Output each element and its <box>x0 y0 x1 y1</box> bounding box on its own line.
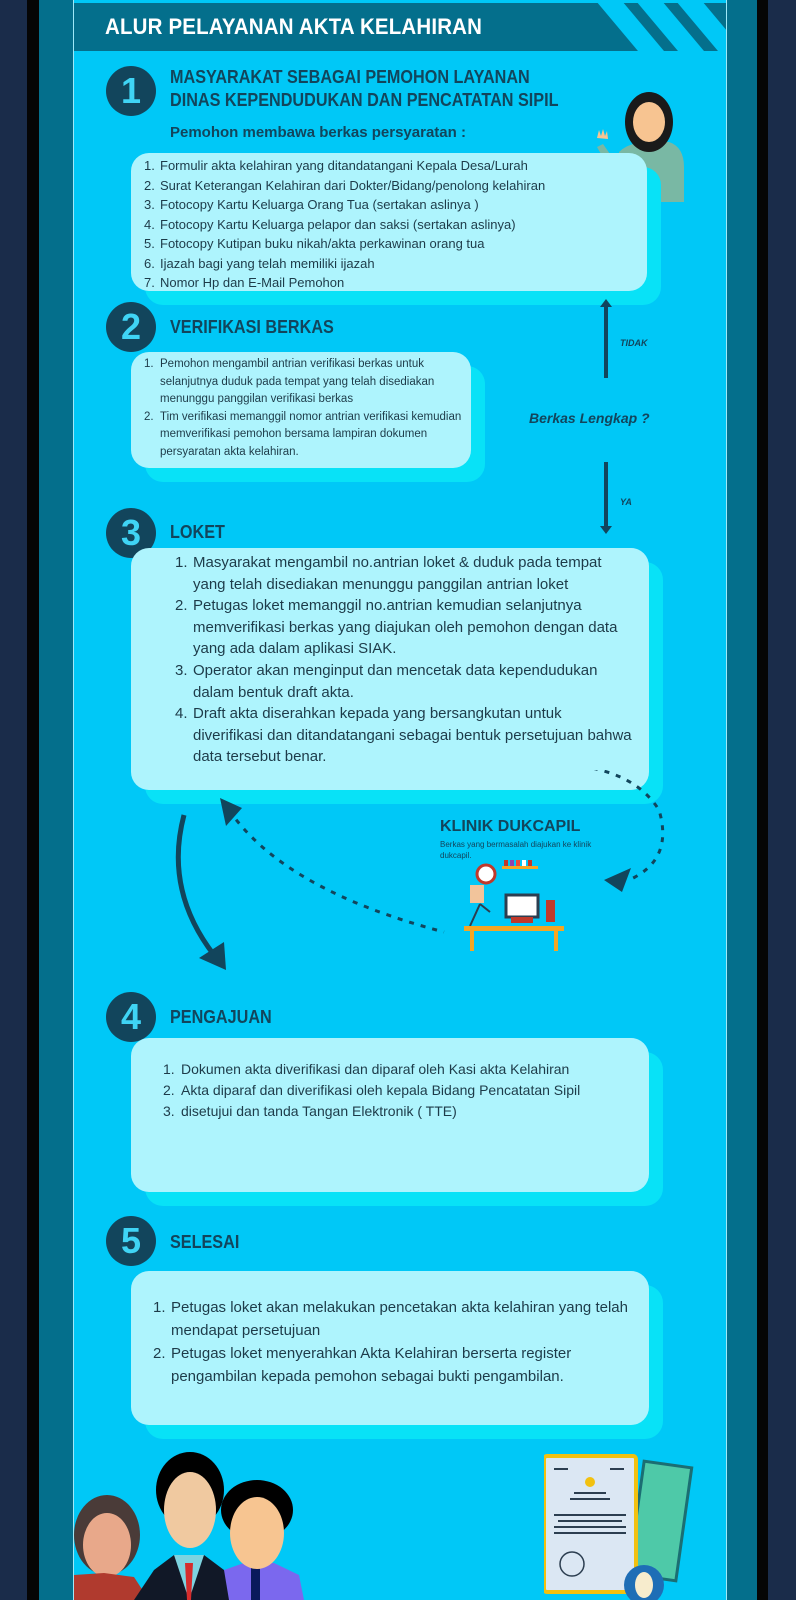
decision-question: Berkas Lengkap ? <box>529 410 650 426</box>
list-item: 2. Petugas loket memanggil no.antrian kemudian selanjutnya memverifikasi berkas yang diajukan oleh pemohon dengan data yang ada dalam aplikasi SIAK. <box>175 597 618 658</box>
list-item: 2. Surat Keterangan Kelahiran dari Dokter/Bidang/penolong kelahiran <box>144 177 546 193</box>
list-item: 3. Fotocopy Kartu Keluarga Orang Tua (sertakan aslinya ) <box>144 197 479 212</box>
step-1-title-line1: MASYARAKAT SEBAGAI PEMOHON LAYANAN <box>170 67 530 87</box>
step-4-card <box>131 1038 649 1192</box>
arrow-up-icon <box>600 299 612 307</box>
list-item: 1. Formulir akta kelahiran yang ditandatangani Kepala Desa/Lurah <box>144 158 528 173</box>
infographic-canvas <box>73 0 727 1600</box>
tidak-label: TIDAK <box>620 338 648 348</box>
ya-label: YA <box>620 497 632 507</box>
list-item: 3. disetujui dan tanda Tangan Elektronik ( TTE) <box>163 1103 457 1119</box>
dashed-return-arrow <box>229 810 444 932</box>
step-3-title: LOKET <box>170 522 225 542</box>
curved-arrow-to-step-4 <box>178 815 214 955</box>
page-title: ALUR PELAYANAN AKTA KELAHIRAN <box>105 14 483 39</box>
step-2-title: VERIFIKASI BERKAS <box>170 317 334 337</box>
step-3-card <box>131 548 649 790</box>
list-item: 2. Petugas loket menyerahkan Akta Kelahiran berserta register pengambilan kepada pemohon sebagai bukti pengambilan. <box>153 1345 572 1385</box>
klinik-title: KLINIK DUKCAPIL <box>440 818 581 835</box>
list-item: 4. Draft akta diserahkan kepada yang bersangkutan untuk diverifikasi dan ditandatangani sebagai bentuk persetujuan bahwa data tersebut benar. <box>175 705 632 766</box>
step-1-list <box>144 156 644 293</box>
list-item: 5. Fotocopy Kutipan buku nikah/akta perkawinan orang tua <box>144 236 485 251</box>
tidak-arrow <box>604 305 608 378</box>
step-1-card <box>131 153 647 291</box>
step-2-number: 2 <box>106 302 156 352</box>
step-3-list <box>175 552 635 768</box>
step-4-number: 4 <box>106 992 156 1042</box>
list-item: 6. Ijazah bagi yang telah memiliki ijazah <box>144 255 375 271</box>
birth-certificate-icon <box>544 1450 704 1600</box>
step-5-title: SELESAI <box>170 1232 240 1252</box>
list-item: 1. Petugas loket akan melakukan pencetakan akta kelahiran yang telah mendapat persetujuan <box>153 1299 628 1339</box>
step-5-list <box>153 1296 643 1388</box>
step-1-subtitle: Pemohon membawa berkas persyaratan : <box>170 124 466 141</box>
step-3-number: 3 <box>106 508 156 558</box>
people-group-icon <box>74 1445 334 1600</box>
step-1-number: 1 <box>106 66 156 116</box>
list-item: 1. Pemohon mengambil antrian verifikasi berkas untuk selanjutnya duduk pada tempat yang telah disediakan menunggu panggilan verifikasi berkas <box>144 358 435 405</box>
list-item: 2. Tim verifikasi memanggil nomor antrian verifikasi kemudian memverifikasi pemohon bersama lampiran dokumen persyaratan akta kelahiran. <box>144 410 462 458</box>
list-item: 1. Dokumen akta diverifikasi dan diparaf oleh Kasi akta Kelahiran <box>163 1061 570 1077</box>
klinik-description: Berkas yang bermasalah diajukan ke klinik dukcapil. <box>440 840 592 860</box>
step-5-card <box>131 1271 649 1425</box>
step-5-number: 5 <box>106 1216 156 1266</box>
step-4-list <box>163 1059 633 1122</box>
step-1-title-line2: DINAS KEPENDUDUKAN DAN PENCATATAN SIPIL <box>170 90 559 110</box>
list-item: 3. Operator akan menginput dan mencetak data kependudukan dalam bentuk draft akta. <box>175 661 598 701</box>
dashed-arrow-to-klinik <box>569 770 663 880</box>
step-4-title: PENGAJUAN <box>170 1007 272 1027</box>
arrow-down-icon <box>600 526 612 534</box>
flow-arrows <box>74 770 726 980</box>
ya-arrow <box>604 462 608 526</box>
step-2-card <box>131 352 471 468</box>
list-item: 4. Fotocopy Kartu Keluarga pelapor dan saksi (sertakan aslinya) <box>144 216 516 232</box>
list-item: 7. Nomor Hp dan E-Mail Pemohon <box>144 275 345 290</box>
list-item: 2. Akta diparaf dan diverifikasi oleh kepala Bidang Pencatatan Sipil <box>163 1082 581 1098</box>
step-2-list <box>144 356 466 461</box>
list-item: 1. Masyarakat mengambil no.antrian loket & duduk pada tempat yang telah disediakan menunggu panggilan antrian loket <box>175 554 602 593</box>
arrow-head-icon <box>199 942 226 970</box>
office-desk-icon <box>464 860 574 952</box>
arrow-head-icon <box>604 868 631 892</box>
